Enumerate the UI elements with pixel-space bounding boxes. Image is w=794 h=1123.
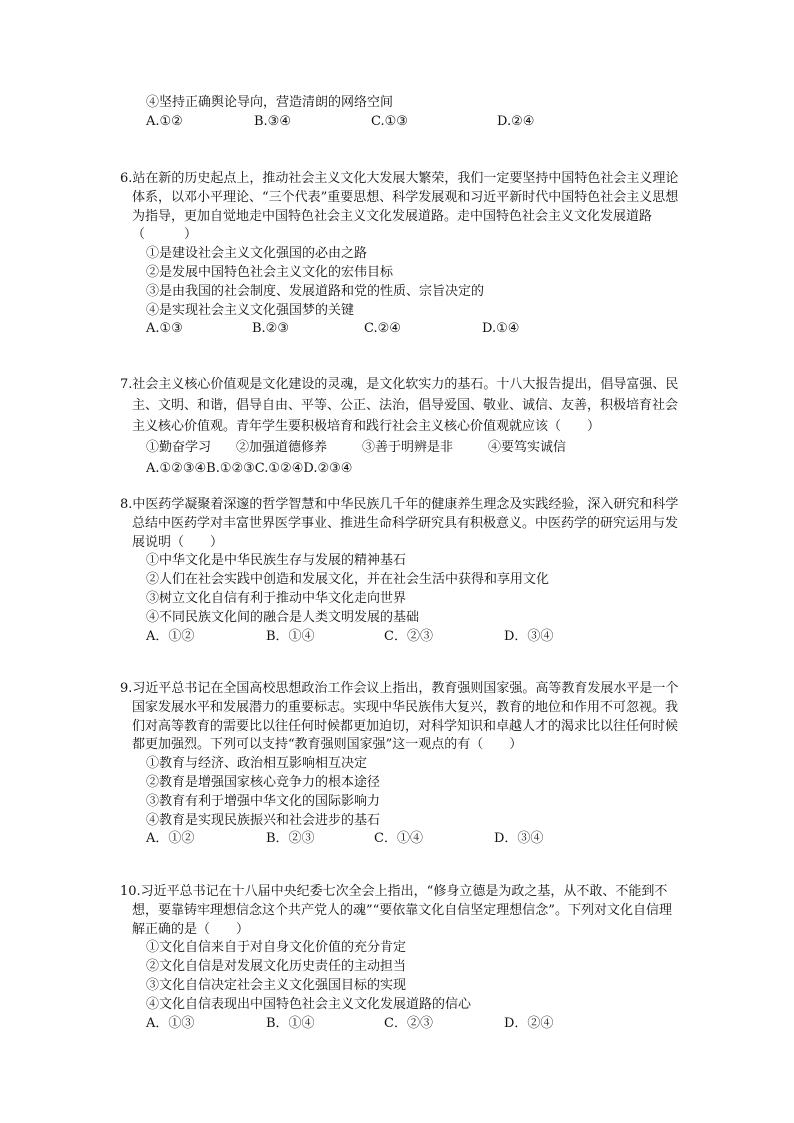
question-7 xyxy=(120,374,680,479)
question-10 xyxy=(120,883,680,1033)
option-3: ③教育有利于增强中华文化的国际影响力 xyxy=(146,793,381,809)
question-8 xyxy=(120,496,680,646)
option-1: ①中华文化是中华民族生存与发展的精神基石 xyxy=(146,553,407,569)
choice-c: C．②③ xyxy=(384,1015,433,1031)
q5-choice-d: D.②④ xyxy=(497,114,535,129)
option-2: ②是发展中国特色社会主义文化的宏伟目标 xyxy=(146,264,394,280)
question-6 xyxy=(120,170,680,338)
option-3: ③善于明辨是非 xyxy=(362,440,454,455)
answer-choices xyxy=(146,830,680,848)
q5-choice-c: C.①③ xyxy=(371,114,408,129)
question-stem: 7.社会主义核心价值观是文化建设的灵魂，是文化软实力的基石。十八大报告提出，倡导富强、民主、文明、和谐，倡导自由、平等、公正、法治，倡导爱国、敬业、诚信、友善，积极培育社会主义核心价值观。青年学生要积极培育和践行社会主义核心价值观就应该（ ） xyxy=(120,377,679,434)
question-stem: 6.站在新的历史起点上，推动社会主义文化大发展大繁荣，我们一定要坚持中国特色社会主义理论体系，以邓小平理论、“三个代表”重要思想、科学发展观和习近平新时代中国特色社会主义思想为指导，更加自觉地走中国特色社会主义文化发展道路。走中国特色社会主义文化发展道路（ ） xyxy=(120,171,679,243)
option-4: ④是实现社会主义文化强国梦的关键 xyxy=(146,302,355,318)
choice-a: A．①② xyxy=(146,628,195,644)
q5-option-4: ④坚持正确舆论导向，营造清朗的网络空间 xyxy=(146,95,394,110)
choice-c: C．②③ xyxy=(384,628,433,644)
answer-choices xyxy=(146,1015,680,1033)
q5-choice-b: B.③④ xyxy=(254,114,291,129)
question-stem: 8.中医药学凝聚着深邃的哲学智慧和中华民族几千年的健康养生理念及实践经验，深入研究和科学总结中医药学对丰富世界医学事业、推进生命科学研究具有积极意义。中医药学的研究运用与发展说明（ ） xyxy=(120,497,679,550)
option-2: ②加强道德修养 xyxy=(236,440,328,455)
option-1: ①教育与经济、政治相互影响相互决定 xyxy=(146,756,368,772)
choice-c: C.②④ xyxy=(364,321,401,337)
option-4: ④要笃实诚信 xyxy=(488,440,567,455)
option-row xyxy=(146,437,680,458)
choice-d: D．③④ xyxy=(494,831,544,847)
option-2: ②教育是增强国家核心竞争力的根本途径 xyxy=(146,774,381,790)
choice-d: D．②④ xyxy=(504,1015,554,1031)
choice-b: B．①④ xyxy=(266,628,315,644)
option-3: ③是由我国的社会制度、发展道路和党的性质、宗旨决定的 xyxy=(146,283,485,299)
choice-a: A.①③ xyxy=(146,321,183,337)
option-4: ④文化自信表现出中国特色社会主义文化发展道路的信心 xyxy=(146,996,472,1012)
question-stem: 9.习近平总书记在全国高校思想政治工作会议上指出，教育强则国家强。高等教育发展水平是一个国家发展水平和发展潜力的重要标志。实现中华民族伟大复兴，教育的地位和作用不可忽视。我们对高等教育的需要比以往任何时候都更加迫切，对科学知识和卓越人才的渴求比以往任何时候都更加强烈。下列可以支持“教育强则国家强”这一观点的有（ ） xyxy=(120,681,679,753)
q5-choice-a: A.①② xyxy=(146,114,183,129)
option-3: ③文化自信决定社会主义文化强国目标的实现 xyxy=(146,977,407,993)
choice-d: D．③④ xyxy=(504,628,554,644)
choice-b: B．①④ xyxy=(266,1015,315,1031)
choice-a: A．①③ xyxy=(146,1015,195,1031)
option-4: ④不同民族文化间的融合是人类文明发展的基础 xyxy=(146,609,420,625)
answer-choices: A.①②③④B.①②③C.①②④D.②③④ xyxy=(146,461,353,476)
question-9 xyxy=(120,680,680,848)
answer-choices xyxy=(146,628,680,646)
question-stem: 10.习近平总书记在十八届中央纪委七次全会上指出，“修身立德是为政之基，从不敢、不能到不想，要靠铸牢理想信念这个共产党人的魂”“要依靠文化自信坚定理想信念”。下列对文化自信理解正确的是（ ） xyxy=(120,884,672,937)
option-1: ①是建设社会主义文化强国的必由之路 xyxy=(146,246,368,262)
choice-b: B.②③ xyxy=(252,321,289,337)
option-3: ③树立文化自信有利于推动中华文化走向世界 xyxy=(146,590,407,606)
option-2: ②人们在社会实践中创造和发展文化，并在社会生活中获得和享用文化 xyxy=(146,572,550,588)
choice-d: D.①④ xyxy=(482,321,520,337)
choice-a: A．①② xyxy=(146,831,195,847)
option-1: ①勤奋学习 xyxy=(146,440,212,455)
answer-choices xyxy=(146,320,680,338)
option-4: ④教育是实现民族振兴和社会进步的基石 xyxy=(146,812,381,828)
option-1: ①文化自信来自于对自身文化价值的充分肯定 xyxy=(146,940,407,956)
choice-b: B．②③ xyxy=(266,831,315,847)
option-2: ②文化自信是对发展文化历史责任的主动担当 xyxy=(146,959,407,975)
choice-c: C．①④ xyxy=(374,831,423,847)
